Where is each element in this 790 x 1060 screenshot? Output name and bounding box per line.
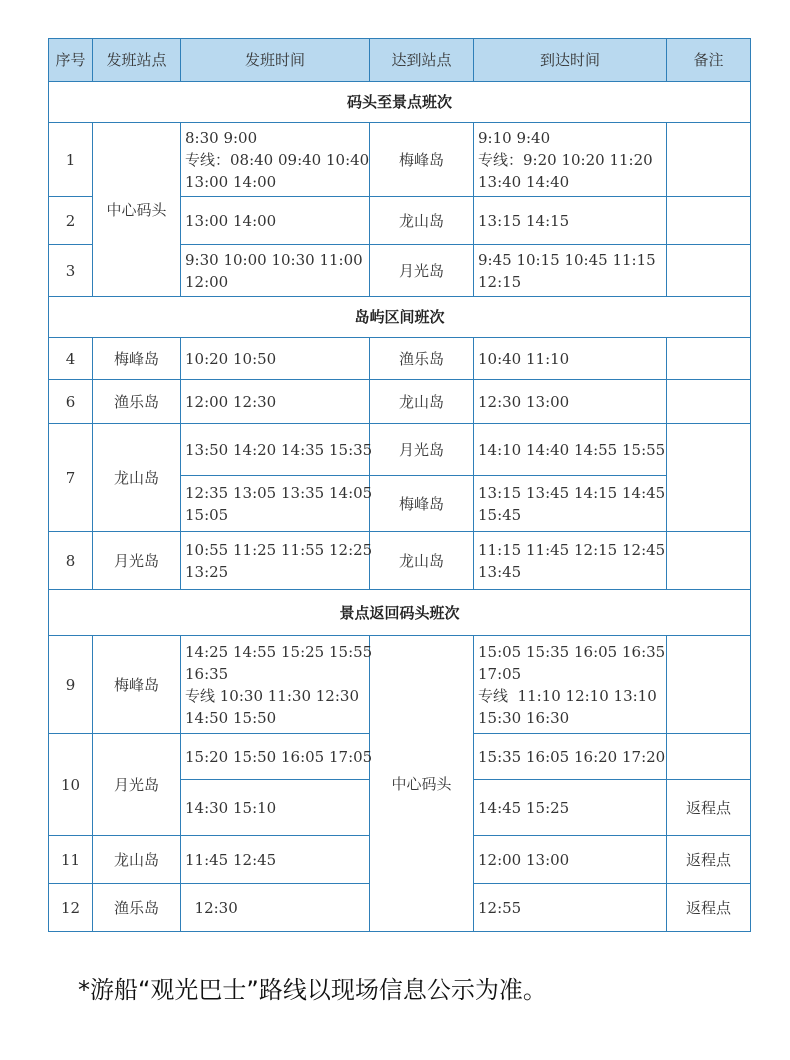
row-no: 1 — [49, 123, 93, 197]
remark — [667, 532, 751, 590]
time-line: 13:15 14:15 — [478, 211, 570, 230]
depart-times — [181, 197, 370, 245]
row-no: 3 — [49, 245, 93, 297]
table-row — [49, 123, 751, 197]
from-station: 龙山岛 — [93, 424, 181, 532]
from-station: 月光岛 — [93, 532, 181, 590]
time-line: 13:45 — [478, 562, 522, 581]
remark: 返程点 — [667, 836, 751, 884]
row-no: 8 — [49, 532, 93, 590]
time-line: 15:30 16:30 — [478, 708, 570, 727]
time-line: 11:15 11:45 12:15 12:45 — [478, 540, 666, 559]
depart-times — [181, 476, 373, 532]
time-line: 15:45 — [478, 505, 522, 524]
time-line: 12:55 — [478, 898, 522, 917]
table-row — [49, 636, 751, 734]
time-line: 10:40 11:10 — [478, 349, 570, 368]
to-station: 龙山岛 — [370, 197, 474, 245]
table-row — [49, 380, 751, 424]
time-line: 12:35 13:05 13:35 14:05 — [185, 483, 373, 502]
depart-times — [181, 380, 370, 424]
time-line: 10:20 10:50 — [185, 349, 277, 368]
section-title: 码头至景点班次 — [49, 82, 751, 123]
arrive-times — [474, 836, 667, 884]
section-title: 岛屿区间班次 — [49, 297, 751, 338]
header-arrive: 到达时间 — [474, 39, 667, 82]
to-station: 龙山岛 — [370, 380, 474, 424]
row-no: 7 — [49, 424, 93, 532]
time-line: 16:35 — [185, 664, 229, 683]
arrive-times — [474, 380, 667, 424]
arrive-times — [474, 338, 667, 380]
table-row — [49, 338, 751, 380]
header-row — [49, 39, 751, 82]
time-line: 15:05 — [185, 505, 229, 524]
from-station: 龙山岛 — [93, 836, 181, 884]
section-row — [49, 590, 751, 636]
arrive-times — [474, 123, 667, 197]
remark — [667, 424, 751, 532]
row-no: 6 — [49, 380, 93, 424]
remark — [667, 123, 751, 197]
time-line: 12:30 — [185, 898, 238, 917]
remark — [667, 197, 751, 245]
time-line: 11:45 12:45 — [185, 850, 277, 869]
time-line: 13:15 13:45 14:15 14:45 — [478, 483, 666, 502]
time-line: 14:45 15:25 — [478, 798, 570, 817]
time-line: 15:05 15:35 16:05 16:35 — [478, 642, 666, 661]
depart-times — [181, 884, 370, 932]
time-line: 12:00 12:30 — [185, 392, 277, 411]
time-line: 12:00 13:00 — [478, 850, 570, 869]
row-no: 11 — [49, 836, 93, 884]
from-station: 月光岛 — [93, 734, 181, 836]
depart-times — [181, 836, 370, 884]
time-line: 13:50 14:20 14:35 15:35 — [185, 440, 373, 459]
time-line: 13:00 14:00 — [185, 211, 277, 230]
depart-times — [181, 123, 370, 197]
time-line: 专线：9:20 10:20 11:20 — [478, 150, 653, 169]
time-line: 9:45 10:15 10:45 11:15 — [478, 250, 656, 269]
to-station: 梅峰岛 — [370, 123, 474, 197]
time-line: 9:30 10:00 10:30 11:00 — [185, 250, 363, 269]
arrive-times — [474, 197, 667, 245]
arrive-times — [474, 476, 667, 532]
from-station: 渔乐岛 — [93, 380, 181, 424]
row-no: 10 — [49, 734, 93, 836]
remark — [667, 636, 751, 734]
depart-times — [181, 532, 373, 590]
from-station: 梅峰岛 — [93, 338, 181, 380]
time-line: 专线：08:40 09:40 10:40 — [185, 150, 370, 169]
time-line: 10:55 11:25 11:55 12:25 — [185, 540, 373, 559]
depart-times — [181, 636, 373, 734]
from-station: 中心码头 — [93, 123, 181, 297]
time-line: 17:05 — [478, 664, 522, 683]
time-line: 13:00 14:00 — [185, 172, 277, 191]
header-from: 发班站点 — [93, 39, 181, 82]
time-line: 15:35 16:05 16:20 17:20 — [478, 747, 666, 766]
time-line: 9:10 9:40 — [478, 128, 551, 147]
depart-times — [181, 780, 370, 836]
time-line: 15:20 15:50 16:05 17:05 — [185, 747, 373, 766]
section-row — [49, 82, 751, 123]
time-line: 14:30 15:10 — [185, 798, 277, 817]
row-no: 4 — [49, 338, 93, 380]
arrive-times — [474, 636, 667, 734]
time-line: 13:25 — [185, 562, 229, 581]
section-row — [49, 297, 751, 338]
time-line: 12:15 — [478, 272, 522, 291]
time-line: 12:30 13:00 — [478, 392, 570, 411]
row-no: 12 — [49, 884, 93, 932]
remark — [667, 338, 751, 380]
to-station: 月光岛 — [370, 424, 474, 476]
schedule-table — [48, 38, 751, 932]
time-line: 专线 10:30 11:30 12:30 — [185, 686, 359, 705]
time-line: 12:00 — [185, 272, 229, 291]
time-line: 13:40 14:40 — [478, 172, 570, 191]
time-line: 14:10 14:40 14:55 15:55 — [478, 440, 666, 459]
arrive-times — [474, 532, 667, 590]
row-no: 2 — [49, 197, 93, 245]
remark: 返程点 — [667, 780, 751, 836]
table-row — [49, 424, 751, 476]
remark: 返程点 — [667, 884, 751, 932]
table-row — [49, 532, 751, 590]
to-station: 中心码头 — [370, 636, 474, 932]
remark — [667, 380, 751, 424]
time-line: 14:25 14:55 15:25 15:55 — [185, 642, 373, 661]
arrive-times — [474, 424, 667, 476]
remark — [667, 245, 751, 297]
arrive-times — [474, 734, 667, 780]
to-station: 月光岛 — [370, 245, 474, 297]
time-line: 专线 11:10 12:10 13:10 — [478, 686, 657, 705]
arrive-times — [474, 245, 667, 297]
to-station: 龙山岛 — [370, 532, 474, 590]
header-note: 备注 — [667, 39, 751, 82]
header-no: 序号 — [49, 39, 93, 82]
remark — [667, 734, 751, 780]
arrive-times — [474, 884, 667, 932]
section-title: 景点返回码头班次 — [49, 590, 751, 636]
row-no: 9 — [49, 636, 93, 734]
to-station: 梅峰岛 — [370, 476, 474, 532]
footnote: *游船“观光巴士”路线以现场信息公示为准。 — [78, 976, 547, 1004]
from-station: 渔乐岛 — [93, 884, 181, 932]
from-station: 梅峰岛 — [93, 636, 181, 734]
header-depart: 发班时间 — [181, 39, 370, 82]
arrive-times — [474, 780, 667, 836]
depart-times — [181, 245, 370, 297]
header-to: 达到站点 — [370, 39, 474, 82]
depart-times — [181, 424, 373, 476]
depart-times — [181, 338, 370, 380]
time-line: 14:50 15:50 — [185, 708, 277, 727]
depart-times — [181, 734, 373, 780]
time-line: 8:30 9:00 — [185, 128, 258, 147]
to-station: 渔乐岛 — [370, 338, 474, 380]
